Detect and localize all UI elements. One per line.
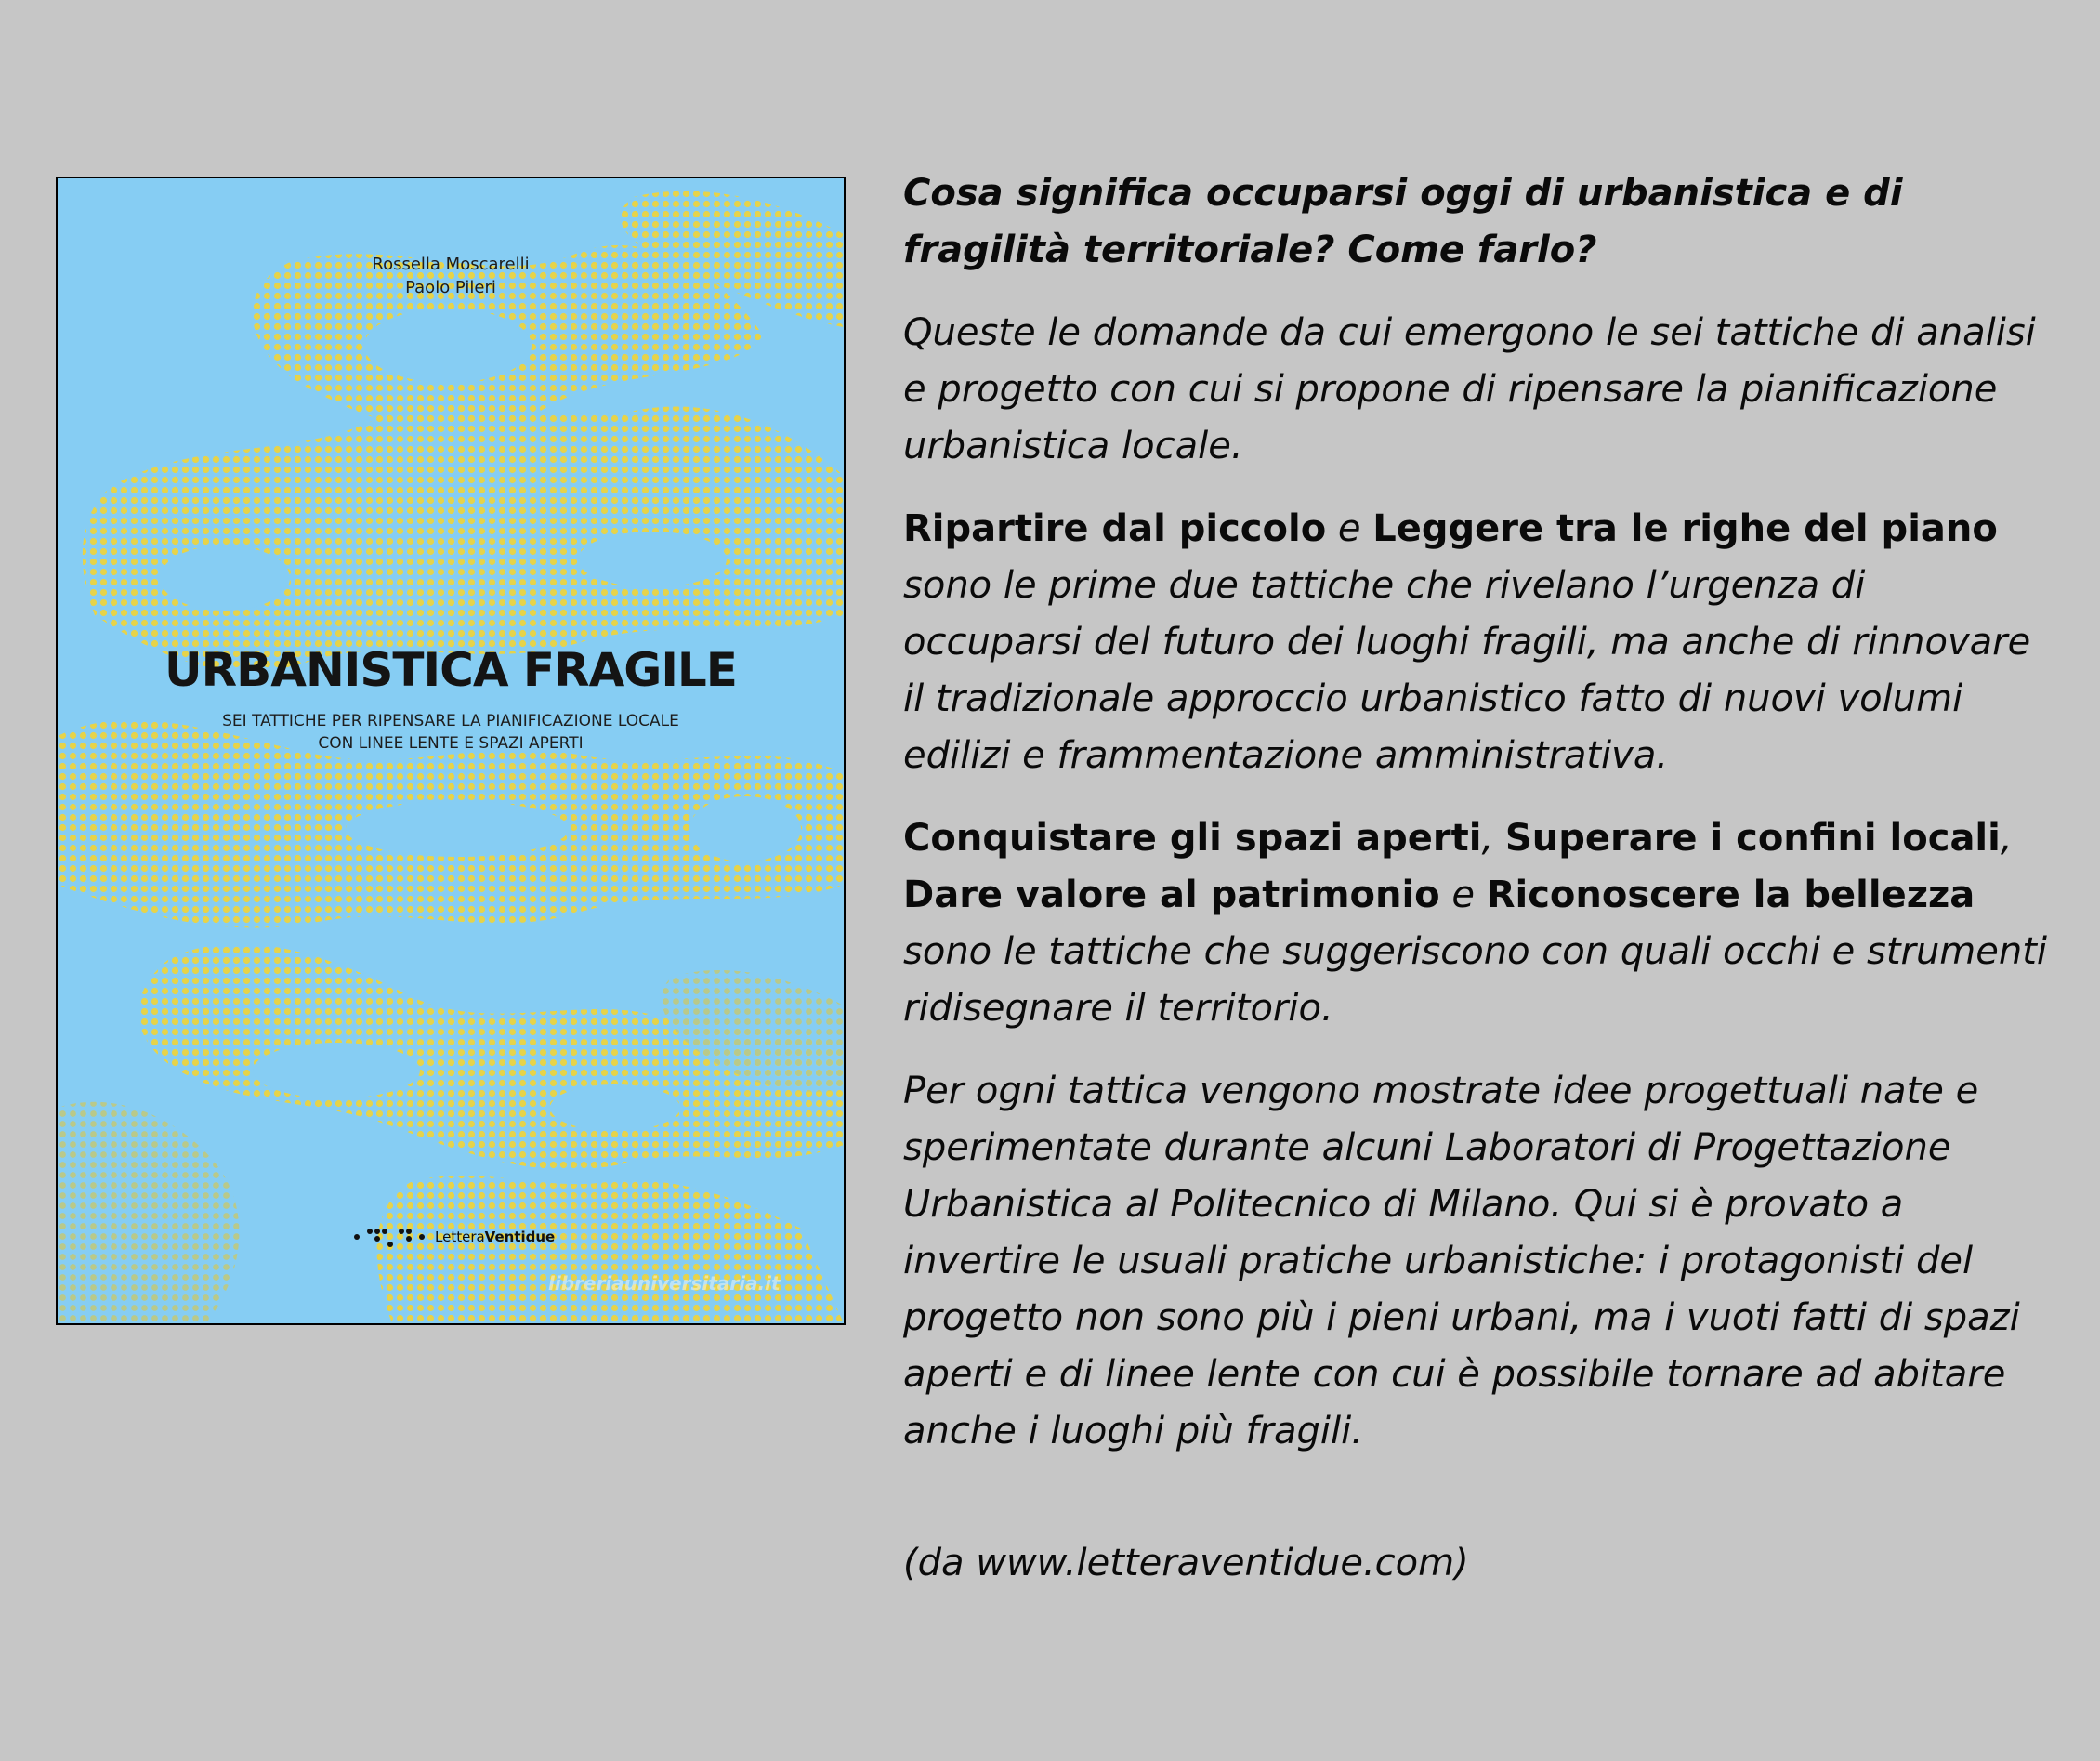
tactic-superare: Superare i confini locali [1504, 817, 2001, 860]
source-citation: (da www.letteraventidue.com) [903, 1542, 1469, 1584]
paragraph-tactics-2 [903, 810, 2055, 1037]
connector: e [1326, 507, 1373, 550]
connector: , [1481, 817, 1505, 860]
paragraph-tactics-1 [903, 501, 2055, 784]
connector: e [1439, 874, 1487, 916]
publisher-name [435, 1229, 555, 1245]
tactic-riconoscere: Riconoscere la bellezza [1486, 874, 1975, 916]
tactic-ripartire: Ripartire dal piccolo [903, 507, 1327, 550]
cover-watermark: libreriauniversitaria.it [548, 1272, 781, 1294]
cover-author-2: Paolo Pileri [405, 278, 496, 297]
paragraph-laboratori: Per ogni tattica vengono mostrate idee progettuali nate e sperimentate durante alcuni Laboratori di Progettazione Urbanistica al Politecnico di Milano. Qui si è provato a invertire le usuali pratiche urbanistiche: i protagonisti del progetto non sono più i pieni urbani, ma i vuoti fatti di spazi aperti e di linee lente con cui è possibile tornare ad abitare anche i luoghi più fragili. [903, 1070, 2020, 1452]
cover-subtitle-line-1: SEI TATTICHE PER RIPENSARE LA PIANIFICAZIONE LOCALE [222, 712, 679, 730]
paragraph-tactics-2-rest: sono le tattiche che suggeriscono con quali occhi e strumenti ridisegnare il territorio. [903, 930, 2048, 1030]
connector: , [2000, 817, 2013, 860]
cover-subtitle-line-2: CON LINEE LENTE E SPAZI APERTI [318, 734, 584, 753]
tactic-dare-valore: Dare valore al patrimonio [903, 874, 1440, 916]
lead-question: Cosa significa occuparsi oggi di urbanistica e di fragilità territoriale? Come farlo? [903, 172, 1903, 271]
publisher-logo [353, 1225, 555, 1249]
cover-subtitle [58, 710, 844, 755]
paragraph-intro: Queste le domande da cui emergono le sei tattiche di analisi e progetto con cui si propone di ripensare la pianificazione urbanistica locale. [903, 311, 2036, 467]
tactic-leggere: Leggere tra le righe del piano [1372, 507, 1998, 550]
cover-title: URBANISTICA FRAGILE [164, 643, 737, 697]
cover-authors [58, 253, 844, 299]
description-text [903, 165, 2055, 1486]
book-cover [56, 177, 846, 1325]
publisher-name-b: Ventidue [484, 1229, 556, 1245]
publisher-name-a: Lettera [435, 1229, 485, 1245]
publisher-dots-icon [353, 1225, 427, 1249]
paragraph-tactics-1-rest: sono le prime due tattiche che rivelano l’urgenza di occuparsi del futuro dei luoghi fragili, ma anche di rinnovare il tradizionale approccio urbanistico fatto di nuovi volumi edilizi e frammentazione amministrativa. [903, 564, 2031, 777]
cover-author-1: Rossella Moscarelli [372, 255, 530, 274]
tactic-conquistare: Conquistare gli spazi aperti [903, 817, 1482, 860]
